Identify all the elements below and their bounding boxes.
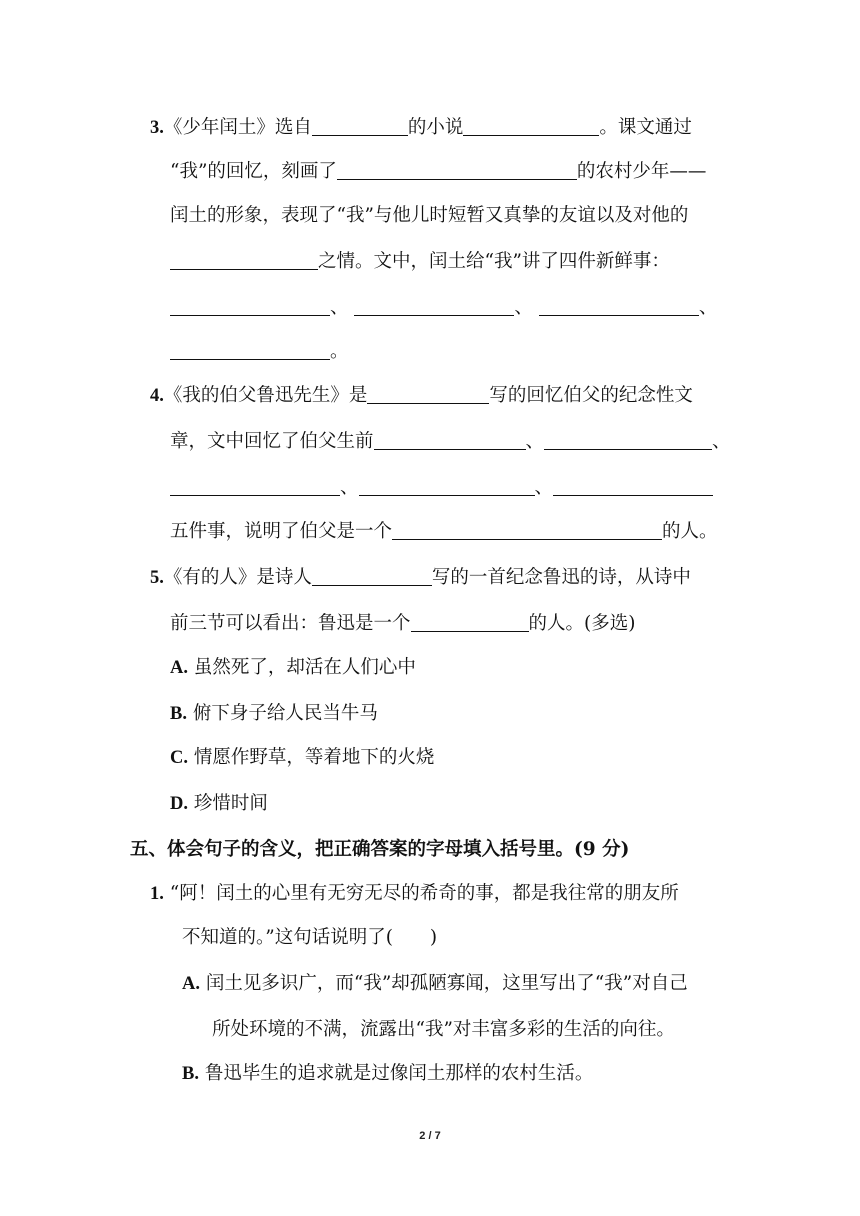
- answer-blank[interactable]: [312, 567, 432, 586]
- s5q1-text-2: 不知道的。”这句话说明了( ): [182, 927, 438, 948]
- s5q1-line-1: [150, 882, 679, 906]
- s5q1-option-a[interactable]: [182, 972, 688, 996]
- separator: 、: [712, 431, 731, 452]
- option-text: 俯下身子给人民当牛马: [192, 703, 378, 724]
- q3-line-5: [170, 296, 717, 320]
- q5-option-b[interactable]: [170, 702, 378, 726]
- q4-line-4: [170, 520, 718, 544]
- q3-text-2b: 的农村少年——: [576, 161, 707, 182]
- q5-text-1a: 《有的人》是诗人: [163, 567, 312, 588]
- q3-number: 3.: [150, 118, 164, 138]
- option-letter: A.: [182, 974, 200, 994]
- q4-text-4b: 的人。: [662, 521, 718, 542]
- q3-text-4: 之情。文中，闰土给“我”讲了四件新鲜事：: [318, 251, 670, 272]
- answer-blank[interactable]: [170, 341, 330, 360]
- q3-text-2a: “我”的回忆，刻画了: [170, 161, 337, 182]
- option-letter: A.: [170, 658, 188, 678]
- q4-text-2a: 章，文中回忆了伯父生前: [170, 431, 374, 452]
- q4-line-3: [170, 476, 713, 500]
- s5q1-number: 1.: [150, 884, 164, 904]
- answer-blank[interactable]: [170, 297, 330, 316]
- option-letter: D.: [170, 794, 188, 814]
- option-letter: B.: [182, 1064, 199, 1084]
- section-heading: 五、体会句子的含义，把正确答案的字母填入括号里。(9 分): [130, 839, 630, 860]
- answer-blank[interactable]: [392, 521, 662, 540]
- q5-text-1b: 写的一首纪念鲁迅的诗，从诗中: [431, 567, 691, 588]
- answer-blank[interactable]: [411, 613, 529, 632]
- q3-text-1a: 《少年闰土》选自: [163, 117, 312, 138]
- separator: 、: [340, 477, 359, 498]
- q3-line-3: [170, 204, 688, 228]
- s5q1-option-a-cont: [212, 1018, 675, 1042]
- q4-text-1b: 写的回忆伯父的纪念性文: [489, 385, 693, 406]
- option-text: 情愿作野草，等着地下的火烧: [193, 747, 435, 768]
- q5-option-d[interactable]: [170, 792, 268, 816]
- s5q1-option-b[interactable]: [182, 1062, 593, 1086]
- q4-number: 4.: [150, 386, 164, 406]
- q3-text-3: 闰土的形象，表现了“我”与他儿时短暂又真挚的友谊以及对他的: [170, 205, 689, 226]
- q4-line-2: [170, 430, 731, 454]
- q3-text-1b: 的小说: [407, 117, 464, 138]
- q3-line-1: [150, 116, 692, 140]
- q3-text-1c: 。课文通过: [599, 117, 692, 138]
- option-letter: C.: [170, 748, 188, 768]
- s5q1-line-2: [182, 926, 437, 950]
- answer-blank[interactable]: [463, 117, 599, 136]
- q5-option-c[interactable]: [170, 746, 434, 770]
- q5-number: 5.: [150, 568, 164, 588]
- option-text: 虽然死了，却活在人们心中: [193, 657, 416, 678]
- q3-line-6: [170, 340, 349, 364]
- answer-blank[interactable]: [312, 117, 408, 136]
- answer-blank[interactable]: [367, 385, 489, 404]
- separator: 、: [330, 297, 349, 318]
- option-text: 所处环境的不满，流露出“我”对丰富多彩的生活的向往。: [212, 1019, 675, 1040]
- q5-line-1: [150, 566, 691, 590]
- separator: 、: [698, 297, 718, 318]
- q4-text-1a: 《我的伯父鲁迅先生》是: [163, 385, 368, 406]
- q5-line-2: [170, 612, 635, 636]
- answer-blank[interactable]: [170, 251, 318, 270]
- q4-text-4a: 五件事，说明了伯父是一个: [170, 521, 393, 542]
- separator: 、: [514, 297, 533, 318]
- option-letter: B.: [170, 704, 187, 724]
- q5-text-2b: 的人。(多选): [528, 613, 636, 634]
- q3-line-2: [170, 160, 706, 184]
- option-text: 闰土见多识广，而“我”却孤陋寡闻，这里写出了“我”对自己: [205, 973, 688, 994]
- option-text: 鲁迅毕生的追求就是过像闰土那样的农村生活。: [204, 1063, 594, 1084]
- answer-blank[interactable]: [539, 297, 699, 316]
- answer-blank[interactable]: [359, 477, 535, 496]
- answer-blank[interactable]: [170, 477, 340, 496]
- q4-line-1: [150, 384, 693, 408]
- q3-end: 。: [330, 341, 349, 362]
- s5q1-text-1: “阿！闰土的心里有无穷无尽的希奇的事，都是我往常的朋友所: [169, 883, 679, 904]
- q5-option-a[interactable]: [170, 656, 416, 680]
- answer-blank[interactable]: [374, 431, 526, 450]
- separator: 、: [525, 431, 545, 452]
- page-number: 2 / 7: [419, 1130, 441, 1142]
- separator: 、: [534, 477, 554, 498]
- q3-line-4: [170, 250, 670, 274]
- answer-blank[interactable]: [354, 297, 514, 316]
- answer-blank[interactable]: [337, 161, 577, 180]
- answer-blank[interactable]: [544, 431, 712, 450]
- answer-blank[interactable]: [553, 477, 713, 496]
- q5-text-2a: 前三节可以看出：鲁迅是一个: [170, 613, 411, 634]
- option-text: 珍惜时间: [193, 793, 268, 814]
